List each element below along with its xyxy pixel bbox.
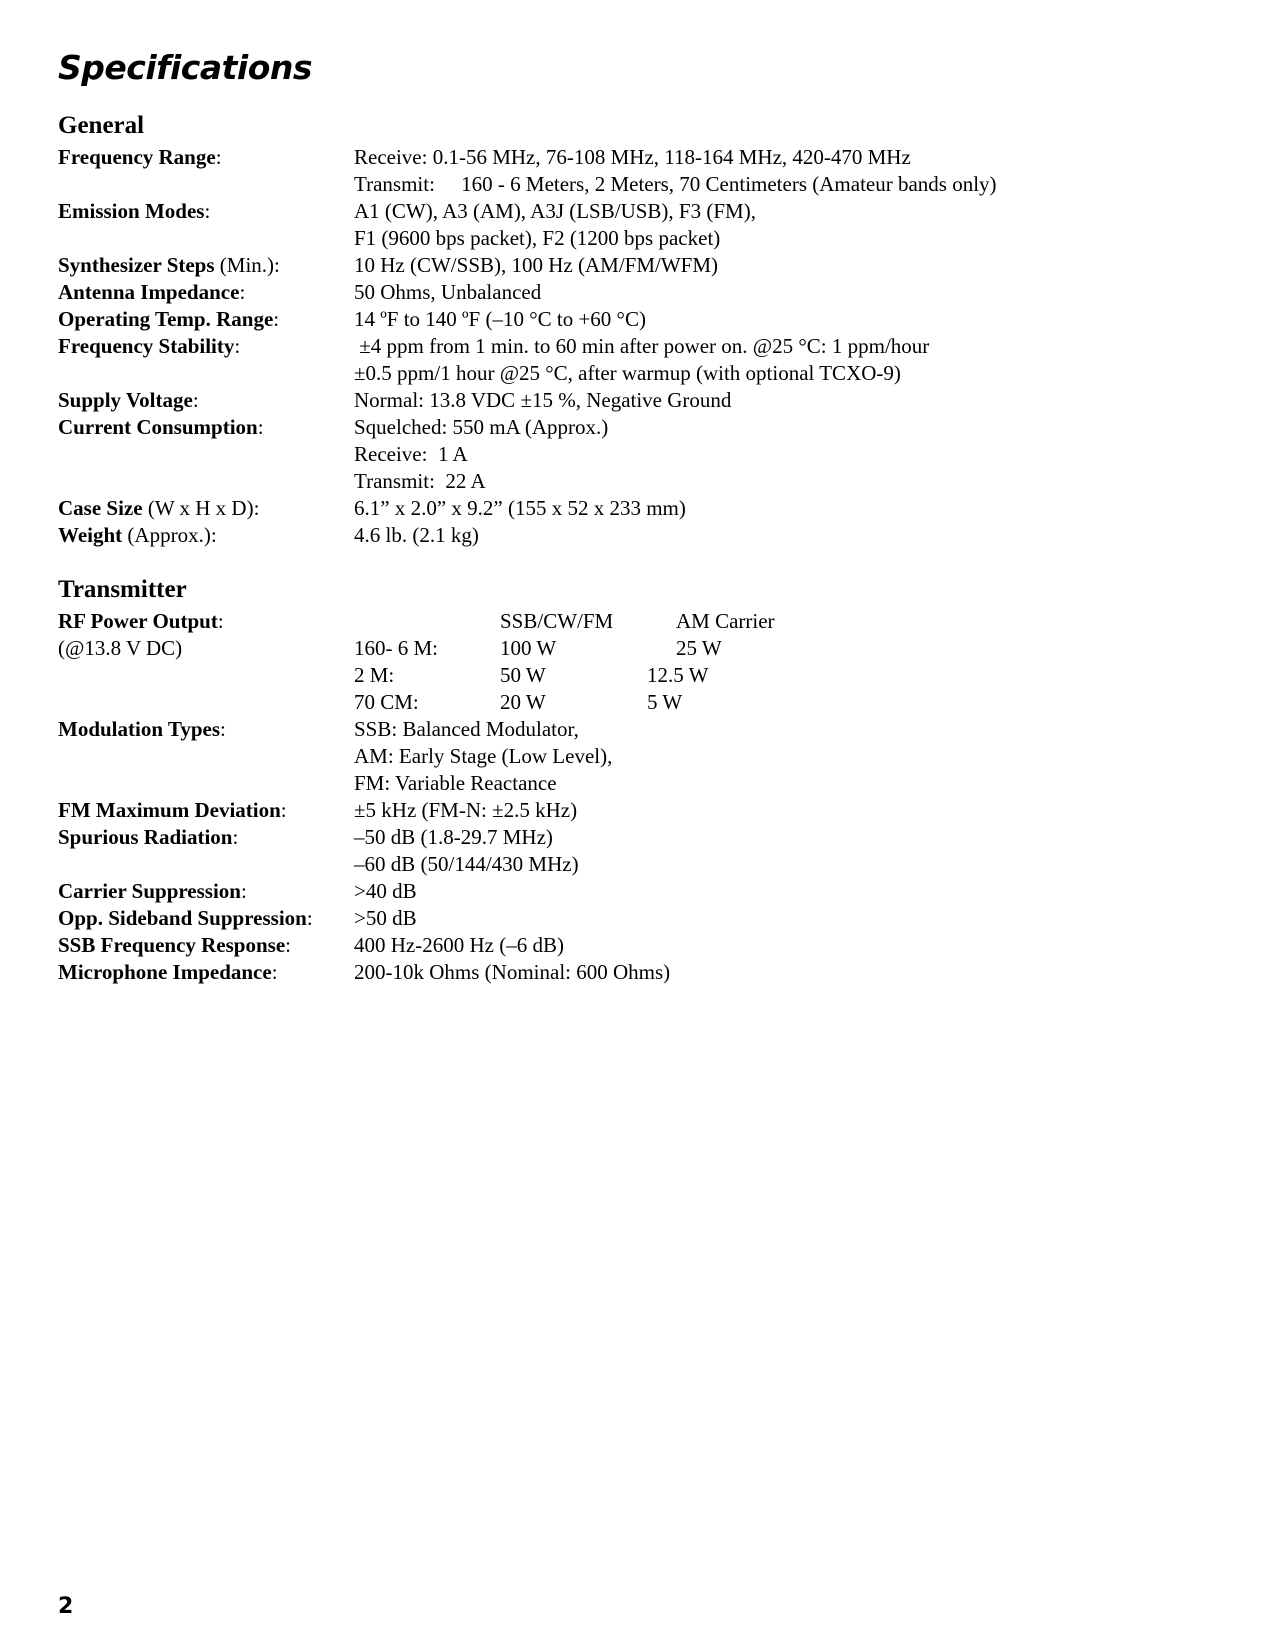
rf-band: 160- 6 M: xyxy=(354,636,438,660)
spec-value: 4.6 lb. (2.1 kg) xyxy=(354,523,479,547)
spec-label: Modulation Types: xyxy=(58,717,226,741)
spec-value: Transmit: 22 A xyxy=(354,469,486,493)
spec-value: A1 (CW), A3 (AM), A3J (LSB/USB), F3 (FM), xyxy=(354,199,756,223)
spec-sub-label: (@13.8 V DC) xyxy=(58,636,183,660)
spec-row-current-consumption xyxy=(58,414,1208,441)
spec-label: Frequency Range: xyxy=(58,145,222,169)
spec-row-current-consumption-cont xyxy=(58,441,1208,468)
spec-row-spurious-radiation xyxy=(58,824,1208,851)
spec-label: FM Maximum Deviation: xyxy=(58,798,287,822)
spec-row-carrier-suppression xyxy=(58,878,1208,905)
spec-value: ±5 kHz (FM-N: ±2.5 kHz) xyxy=(354,798,578,822)
rf-am-power: 5 W xyxy=(647,690,683,714)
section-heading-general: General xyxy=(58,112,145,139)
spec-row-emission-modes-cont xyxy=(58,225,1208,252)
rf-ssb-power: 20 W xyxy=(500,690,546,714)
spec-value: Receive: 1 A xyxy=(354,442,468,466)
spec-row-synthesizer-steps xyxy=(58,252,1208,279)
spec-value: 50 Ohms, Unbalanced xyxy=(354,280,542,304)
rf-am-power: 25 W xyxy=(676,636,722,660)
spec-row-emission-modes xyxy=(58,198,1208,225)
page-title: Specifications xyxy=(58,48,313,87)
spec-value: –50 dB (1.8-29.7 MHz) xyxy=(354,825,553,849)
spec-value: –60 dB (50/144/430 MHz) xyxy=(354,852,579,876)
rf-power-row xyxy=(58,635,1208,662)
spec-value: ±4 ppm from 1 min. to 60 min after power on. @25 °C: 1 ppm/hour xyxy=(354,334,930,358)
spec-label: Supply Voltage: xyxy=(58,388,199,412)
spec-label: RF Power Output: xyxy=(58,609,224,633)
spec-row-opp-sideband-suppression xyxy=(58,905,1208,932)
rf-band: 70 CM: xyxy=(354,690,419,714)
spec-row-operating-temp xyxy=(58,306,1208,333)
spec-value: AM: Early Stage (Low Level), xyxy=(354,744,613,768)
spec-row-supply-voltage xyxy=(58,387,1208,414)
spec-row-frequency-range-cont xyxy=(58,171,1208,198)
rf-ssb-power: 100 W xyxy=(500,636,557,660)
spec-label: Current Consumption: xyxy=(58,415,264,439)
spec-label: Case Size (W x H x D): xyxy=(58,496,260,520)
spec-label: Opp. Sideband Suppression: xyxy=(58,906,313,930)
spec-row-microphone-impedance xyxy=(58,959,1208,986)
spec-row-fm-max-deviation xyxy=(58,797,1208,824)
spec-label: Emission Modes: xyxy=(58,199,211,223)
spec-value: >50 dB xyxy=(354,906,417,930)
spec-label: SSB Frequency Response: xyxy=(58,933,291,957)
spec-value: ±0.5 ppm/1 hour @25 °C, after warmup (with optional TCXO-9) xyxy=(354,361,901,385)
spec-row-modulation-types xyxy=(58,716,1208,743)
spec-value: 200-10k Ohms (Nominal: 600 Ohms) xyxy=(354,960,671,984)
spec-row-modulation-types-cont xyxy=(58,743,1208,770)
spec-label: Operating Temp. Range: xyxy=(58,307,280,331)
spec-row-antenna-impedance xyxy=(58,279,1208,306)
rf-power-row xyxy=(58,689,1208,716)
spec-value: 14 ºF to 140 ºF (–10 °C to +60 °C) xyxy=(354,307,646,331)
spec-row-current-consumption-cont xyxy=(58,468,1208,495)
spec-value: Normal: 13.8 VDC ±15 %, Negative Ground xyxy=(354,388,732,412)
spec-value: SSB: Balanced Modulator, xyxy=(354,717,579,741)
spec-row-weight xyxy=(58,522,1208,549)
rf-am-power: 12.5 W xyxy=(647,663,709,687)
spec-value: FM: Variable Reactance xyxy=(354,771,557,795)
spec-value: Squelched: 550 mA (Approx.) xyxy=(354,415,609,439)
page-number: 2 xyxy=(58,1594,74,1619)
spec-row-ssb-frequency-response xyxy=(58,932,1208,959)
spec-value: 400 Hz-2600 Hz (–6 dB) xyxy=(354,933,564,957)
spec-label: Antenna Impedance: xyxy=(58,280,246,304)
spec-value: Receive: 0.1-56 MHz, 76-108 MHz, 118-164 MHz, 420-470 MHz xyxy=(354,145,911,169)
spec-row-frequency-stability-cont xyxy=(58,360,1208,387)
rf-band: 2 M: xyxy=(354,663,395,687)
spec-value: 6.1” x 2.0” x 9.2” (155 x 52 x 233 mm) xyxy=(354,496,686,520)
spec-label: Microphone Impedance: xyxy=(58,960,278,984)
spec-label: Frequency Stability: xyxy=(58,334,241,358)
rf-ssb-power: 50 W xyxy=(500,663,546,687)
spec-value: >40 dB xyxy=(354,879,417,903)
spec-label: Weight (Approx.): xyxy=(58,523,217,547)
spec-row-modulation-types-cont xyxy=(58,770,1208,797)
section-heading-transmitter: Transmitter xyxy=(58,576,187,603)
spec-row-spurious-radiation-cont xyxy=(58,851,1208,878)
spec-label: Spurious Radiation: xyxy=(58,825,239,849)
spec-row-frequency-range xyxy=(58,144,1208,171)
spec-value: F1 (9600 bps packet), F2 (1200 bps packet) xyxy=(354,226,721,250)
spec-label: Synthesizer Steps (Min.): xyxy=(58,253,280,277)
spec-value: Transmit: 160 - 6 Meters, 2 Meters, 70 Centimeters (Amateur bands only) xyxy=(354,172,997,196)
spec-row-frequency-stability xyxy=(58,333,1208,360)
spec-row-case-size xyxy=(58,495,1208,522)
rf-power-row xyxy=(58,662,1208,689)
spec-value: 10 Hz (CW/SSB), 100 Hz (AM/FM/WFM) xyxy=(354,253,719,277)
spec-label: Carrier Suppression: xyxy=(58,879,247,903)
spec-row-rf-power-output xyxy=(58,608,1208,635)
rf-col-header-am: AM Carrier xyxy=(676,609,775,633)
rf-col-header-ssb: SSB/CW/FM xyxy=(500,609,614,633)
